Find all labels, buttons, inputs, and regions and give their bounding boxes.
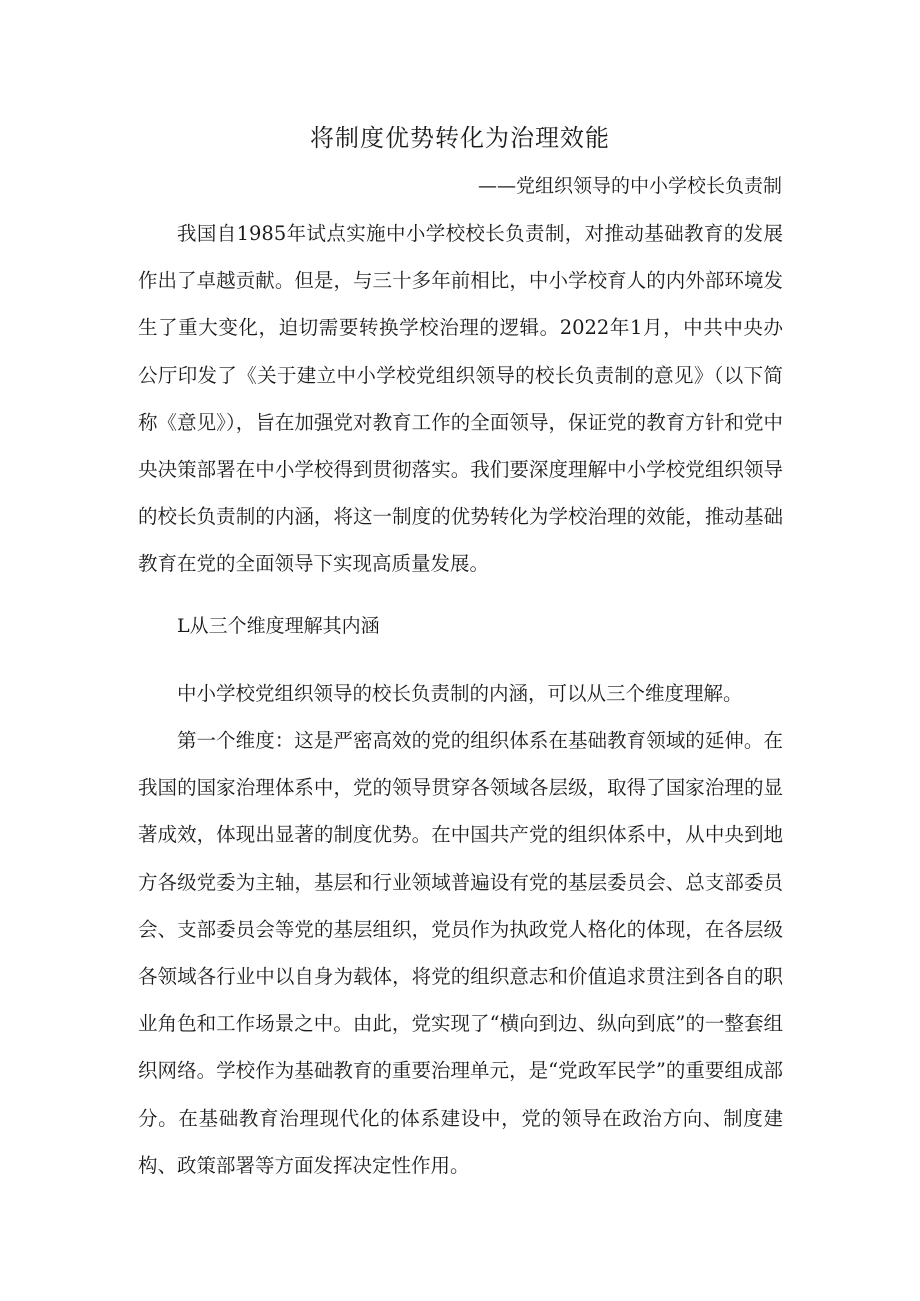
paragraph-first-dimension: 第一个维度：这是严密高效的党的组织体系在基础教育领域的延伸。在我国的国家治理体系中，党的领导贯穿各领域各层级，取得了国家治理的显著成效，体现出显著的制度优势。在中国共产党的组织体系中，从中央到地方各级党委为主轴，基层和行业领域普遍设有党的基层委员会、总支部委员会、支部委员会等党的基层组织，党员作为执政党人格化的体现，在各层级各领域各行业中以自身为载体，将党的组织意志和价值追求贯注到各自的职业角色和工作场景之中。由此，党实现了“横向到边、纵向到底”的一整套组织网络。学校作为基础教育的重要治理单元，是“党政军民学”的重要组成部分。在基础教育治理现代化的体系建设中，党的领导在政治方向、制度建构、政策部署等方面发挥决定性作用。 <box>138 729 783 1177</box>
section-heading: L从三个维度理解其内涵 <box>177 615 380 637</box>
paragraph-summary: 中小学校党组织领导的校长负责制的内涵，可以从三个维度理解。 <box>177 682 743 705</box>
document-subtitle: ——党组织领导的中小学校长负责制 <box>477 175 782 197</box>
document-title: 将制度优势转化为治理效能 <box>310 124 610 152</box>
paragraph-intro: 我国自1985年试点实施中小学校校长负责制，对推动基础教育的发展作出了卓越贡献。但是，与三十多年前相比，中小学校育人的内外部环境发生了重大变化，迫切需要转换学校治理的逻辑。2022年1月，中共中央办公厅印发了《关于建立中小学校党组织领导的校长负责制的意见》（以下简称《意见》），旨在加强党对教育工作的全面领导，保证党的教育方针和党中央决策部署在中小学校得到贯彻落实。我们要深度理解中小学校党组织领导的校长负责制的内涵，将这一制度的优势转化为学校治理的效能，推动基础教育在党的全面领导下实现高质量发展。 <box>138 222 783 576</box>
